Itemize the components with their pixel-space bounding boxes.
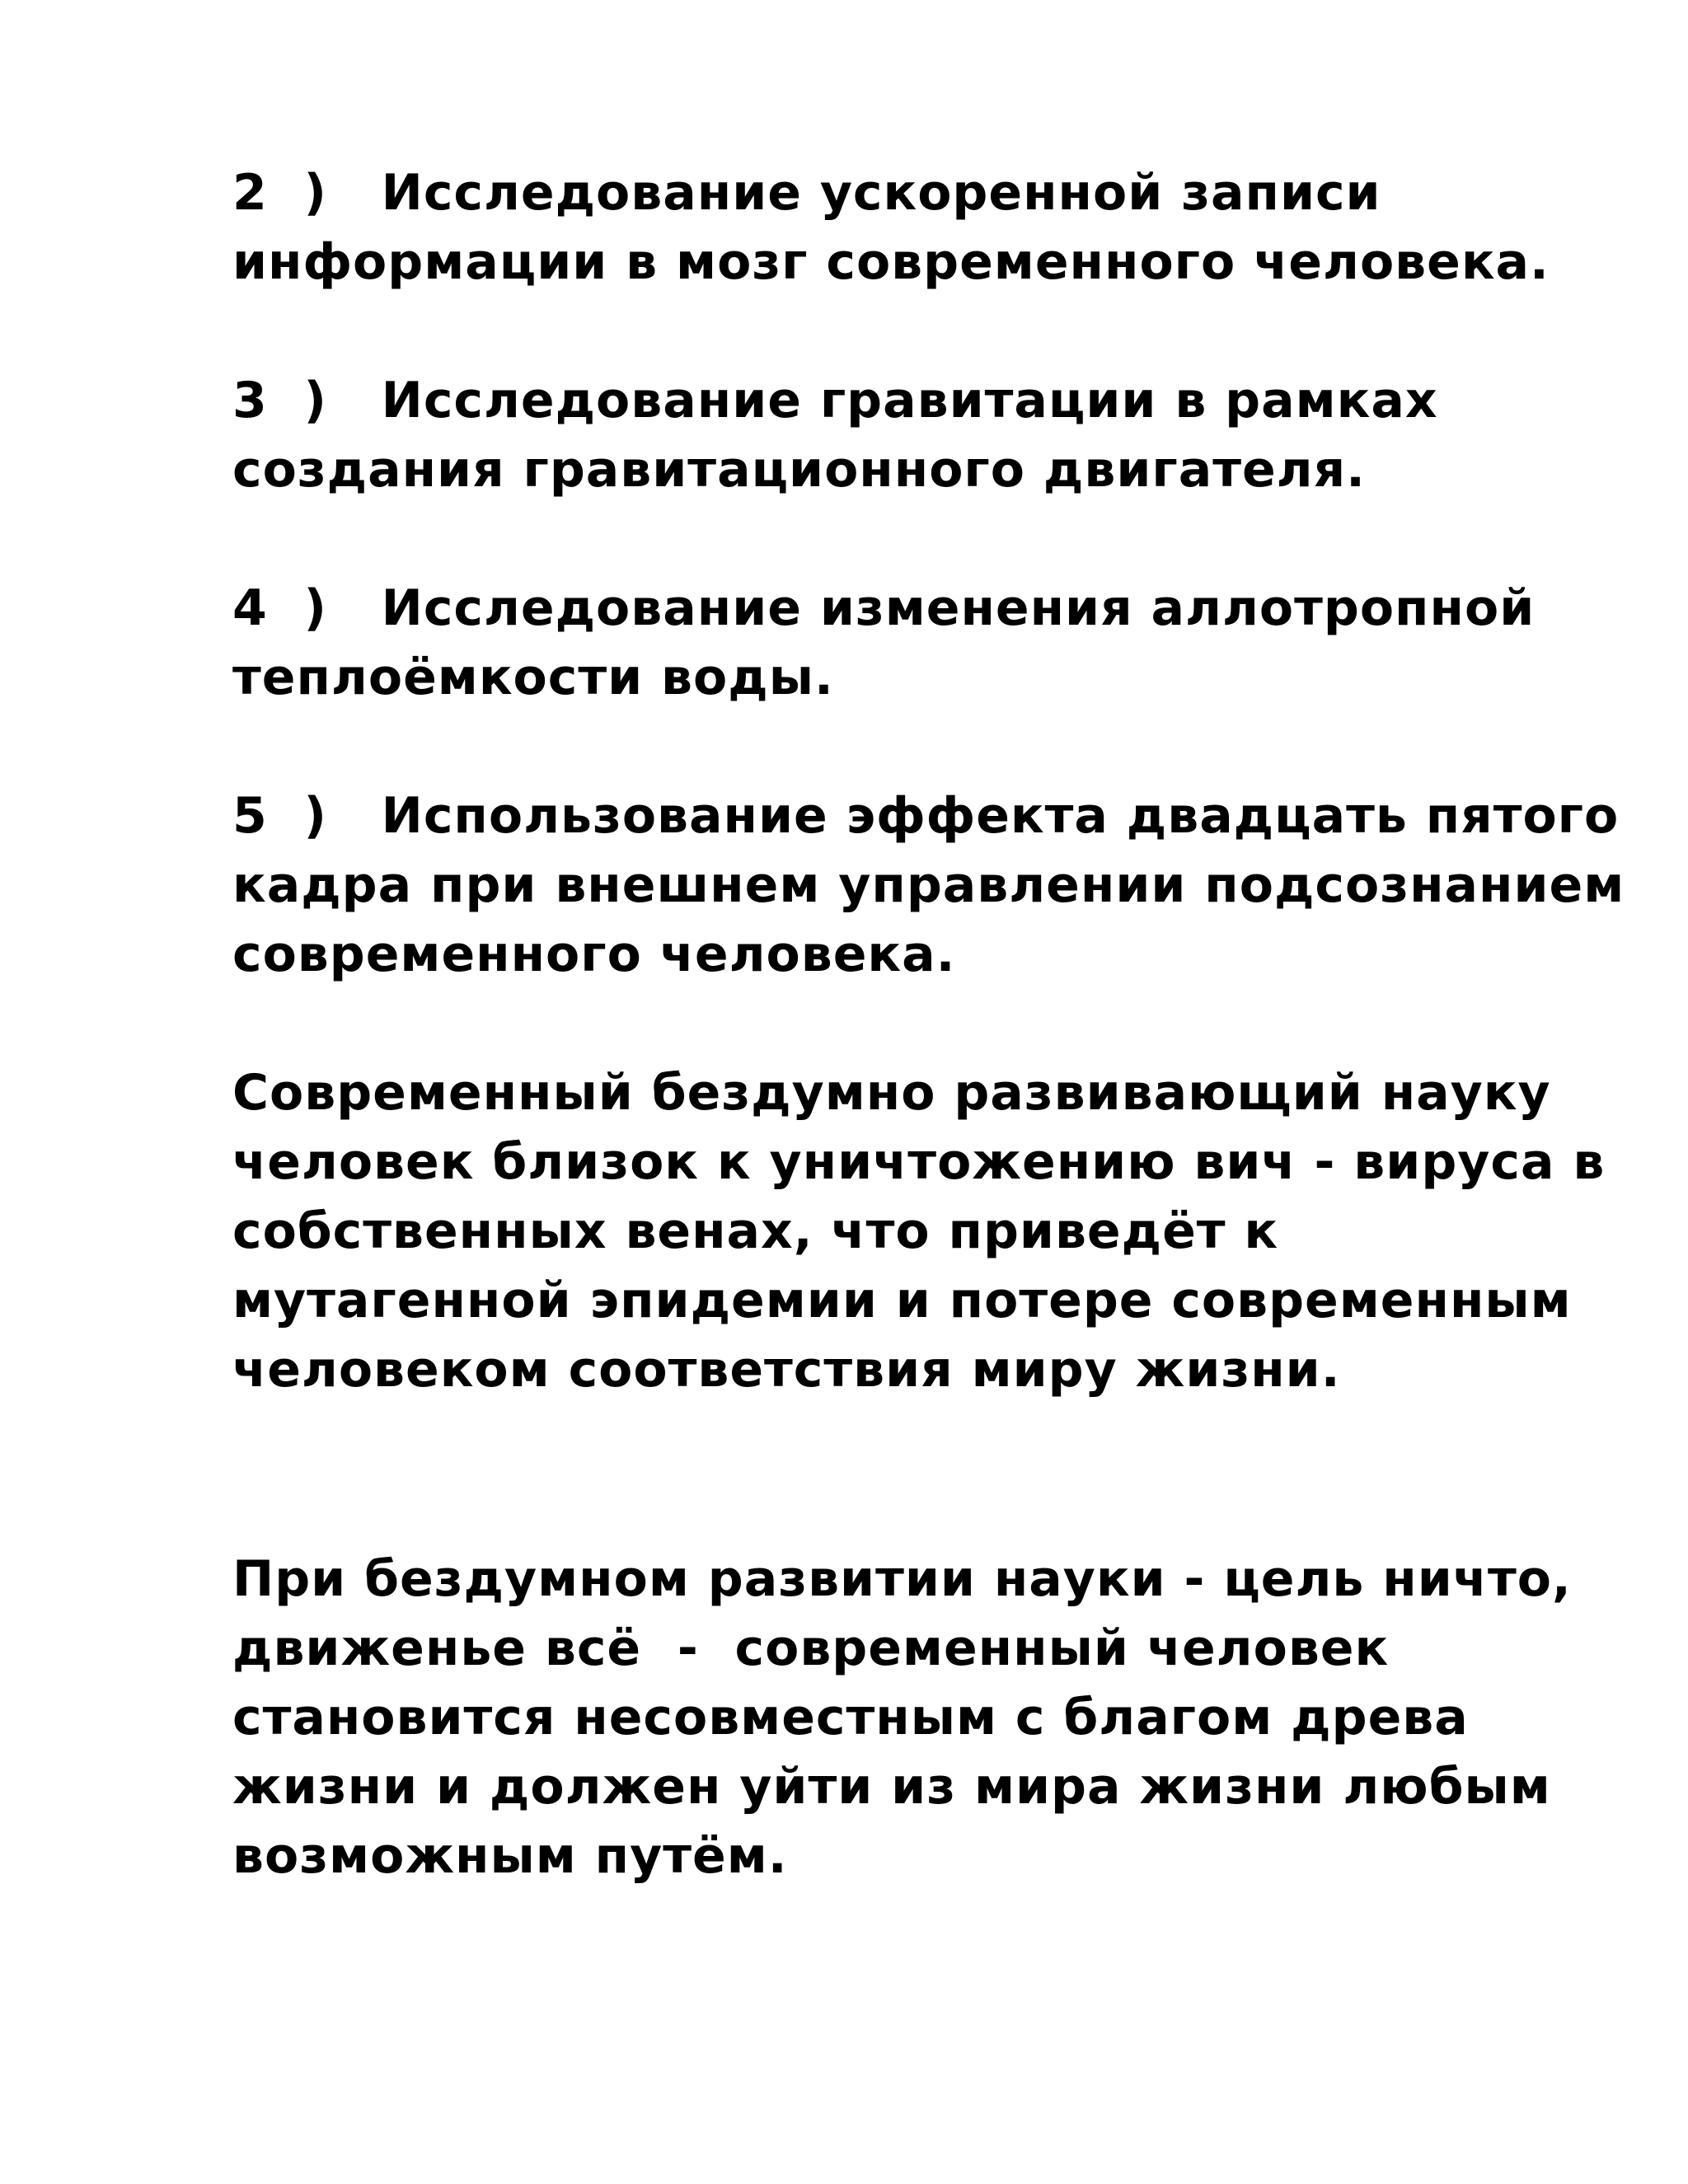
document-body bbox=[232, 158, 1650, 1891]
body-paragraph-2 bbox=[232, 1544, 1650, 1891]
body-paragraph-1 bbox=[232, 1058, 1650, 1404]
text-line: Современный бездумно развивающий науку bbox=[232, 1064, 1551, 1122]
text-line: 3 ) Исследование гравитации в рамках bbox=[232, 372, 1438, 429]
text-line: жизни и должен уйти из мира жизни любым bbox=[232, 1758, 1551, 1816]
paragraph-spacer bbox=[232, 712, 1650, 781]
list-item-5 bbox=[232, 781, 1650, 989]
text-line: современного человека. bbox=[232, 926, 956, 983]
list-item-2 bbox=[232, 158, 1650, 297]
paragraph-spacer bbox=[232, 989, 1650, 1058]
paragraph-spacer bbox=[232, 504, 1650, 574]
list-item-3 bbox=[232, 366, 1650, 504]
text-line: мутагенной эпидемии и потере современным bbox=[232, 1272, 1572, 1329]
paragraph-spacer bbox=[232, 297, 1650, 366]
text-line: человеком соответствия миру жизни. bbox=[232, 1341, 1341, 1399]
text-line: кадра при внешнем управлении подсознанием bbox=[232, 856, 1625, 914]
paragraph-spacer bbox=[232, 1404, 1650, 1544]
text-line: становится несовместным с благом древа bbox=[232, 1689, 1469, 1746]
text-line: движенье всё - современный человек bbox=[232, 1619, 1390, 1677]
text-line: информации в мозг современного человека. bbox=[232, 233, 1550, 291]
text-line: При бездумном развитии науки - цель ничто, bbox=[232, 1550, 1572, 1608]
text-line: собственных венах, что приведёт к bbox=[232, 1202, 1279, 1260]
text-line: возможным путём. bbox=[232, 1827, 788, 1885]
text-line: 5 ) Использование эффекта двадцать пятого bbox=[232, 787, 1620, 845]
text-line: человек близок к уничтожению вич - вируса в bbox=[232, 1133, 1606, 1191]
text-line: 2 ) Исследование ускоренной записи bbox=[232, 164, 1381, 222]
text-line: теплоёмкости воды. bbox=[232, 649, 834, 706]
text-line: создания гравитационного двигателя. bbox=[232, 441, 1366, 499]
list-item-4 bbox=[232, 574, 1650, 712]
text-line: 4 ) Исследование изменения аллотропной bbox=[232, 579, 1536, 637]
